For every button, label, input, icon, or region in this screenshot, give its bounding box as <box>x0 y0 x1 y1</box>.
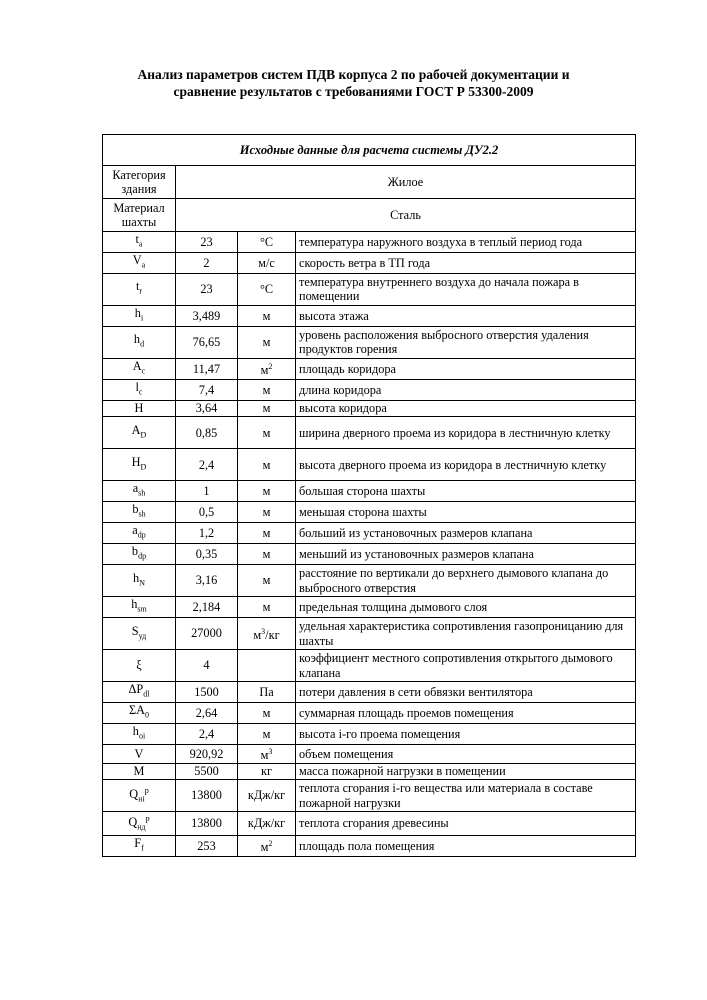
symbol-base: ΣA <box>128 703 146 718</box>
symbol-superscript: р <box>145 814 150 824</box>
parameter-unit <box>238 565 296 597</box>
parameter-description: длина коридора <box>296 379 636 400</box>
symbol-base: t <box>135 232 139 246</box>
parameter-unit <box>238 597 296 618</box>
parameter-symbol <box>103 682 176 703</box>
parameter-description: температура внутреннего воздуха до начала пожара в помещении <box>296 273 636 305</box>
parameter-value: 2,184 <box>176 597 238 618</box>
parameter-unit <box>238 379 296 400</box>
parameter-symbol <box>103 502 176 523</box>
parameter-symbol <box>103 379 176 400</box>
parameter-unit <box>238 326 296 358</box>
parameter-description: высота коридора <box>296 400 636 417</box>
symbol-base: b <box>131 544 139 559</box>
parameter-symbol <box>103 417 176 449</box>
parameter-description: температура наружного воздуха в теплый период года <box>296 232 636 253</box>
table-row <box>103 565 636 597</box>
symbol-base: Q <box>128 815 138 830</box>
unit-base: м <box>262 457 271 472</box>
parameter-value: 76,65 <box>176 326 238 358</box>
parameter-symbol <box>103 763 176 780</box>
parameter-unit <box>238 618 296 650</box>
parameter-value: 27000 <box>176 618 238 650</box>
parameter-value: 920,92 <box>176 744 238 763</box>
symbol-superscript: р <box>144 786 149 796</box>
unit-base: м/с <box>258 255 275 270</box>
parameter-value: 3,16 <box>176 565 238 597</box>
parameter-symbol <box>103 326 176 358</box>
table-caption: Исходные данные для расчета системы ДУ2.2 <box>103 135 636 166</box>
unit-base: м <box>262 484 271 499</box>
symbol-base: A <box>131 422 141 437</box>
symbol-base: V <box>134 746 144 761</box>
parameter-unit <box>238 724 296 745</box>
symbol-subscript: r <box>139 286 143 296</box>
symbol-subscript: sh <box>138 509 146 519</box>
parameter-description: высота этажа <box>296 305 636 326</box>
symbol-subscript: D <box>140 430 147 440</box>
parameter-symbol <box>103 597 176 618</box>
table-row <box>103 502 636 523</box>
symbol-base: t <box>135 279 140 294</box>
unit-superscript: 2 <box>268 362 273 372</box>
parameter-symbol <box>103 650 176 682</box>
symbol-base: a <box>132 481 139 496</box>
unit-tail: /кг <box>265 627 280 642</box>
parameter-symbol <box>103 273 176 305</box>
unit-base: м <box>262 335 271 350</box>
unit-superscript: 2 <box>268 839 273 849</box>
symbol-subscript: oi <box>138 731 146 741</box>
parameter-description: теплота сгорания i-го вещества или материала в составе пожарной нагрузки <box>296 780 636 812</box>
symbol-base: A <box>132 358 142 373</box>
unit-base: м <box>262 726 271 741</box>
parameter-unit <box>238 523 296 544</box>
info-label: Категория здания <box>103 166 176 199</box>
parameter-value: 0,5 <box>176 502 238 523</box>
parameter-value: 2,4 <box>176 724 238 745</box>
table-caption-row <box>103 135 636 166</box>
parameter-description: уровень расположения выбросного отверстия удаления продуктов горения <box>296 326 636 358</box>
parameter-value: 23 <box>176 273 238 305</box>
symbol-base: ξ <box>136 658 142 673</box>
parameter-value: 13800 <box>176 812 238 836</box>
info-row-building-category <box>103 166 636 199</box>
parameter-unit <box>238 763 296 780</box>
document-title-line-2: сравнение результатов с требованиями ГОСТ Р 53300-2009 <box>173 84 534 99</box>
table-row <box>103 780 636 812</box>
unit-base: м <box>262 308 271 323</box>
parameter-value: 2,64 <box>176 703 238 724</box>
parameter-description: теплота сгорания древесины <box>296 812 636 836</box>
table-row <box>103 326 636 358</box>
unit-base: °C <box>259 234 274 249</box>
parameter-symbol <box>103 252 176 273</box>
parameter-symbol <box>103 449 176 481</box>
parameter-symbol <box>103 232 176 253</box>
parameter-unit <box>238 744 296 763</box>
parameter-symbol <box>103 618 176 650</box>
parameter-unit <box>238 358 296 379</box>
table-row <box>103 305 636 326</box>
parameter-description: ширина дверного проема из коридора в лестничную клетку <box>296 417 636 449</box>
symbol-base: F <box>134 836 142 851</box>
parameter-symbol <box>103 744 176 763</box>
parameter-description: скорость ветра в ТП года <box>296 252 636 273</box>
unit-base: м <box>260 748 269 763</box>
table-row <box>103 400 636 417</box>
table-row <box>103 724 636 745</box>
table-row <box>103 763 636 780</box>
symbol-subscript: a <box>138 239 143 249</box>
symbol-subscript: dp <box>137 530 146 540</box>
parameter-value: 1 <box>176 481 238 502</box>
table-row <box>103 273 636 305</box>
table-row <box>103 544 636 565</box>
parameter-unit <box>238 481 296 502</box>
parameter-value: 5500 <box>176 763 238 780</box>
parameter-value: 3,489 <box>176 305 238 326</box>
table-row <box>103 523 636 544</box>
table-row <box>103 618 636 650</box>
parameter-value: 11,47 <box>176 358 238 379</box>
parameter-description: большая сторона шахты <box>296 481 636 502</box>
table-row <box>103 836 636 857</box>
parameter-unit <box>238 544 296 565</box>
parameter-unit <box>238 232 296 253</box>
info-label: Материал шахты <box>103 199 176 232</box>
symbol-subscript: D <box>140 462 147 472</box>
symbol-subscript: c <box>138 387 143 397</box>
parameter-description: масса пожарной нагрузки в помещении <box>296 763 636 780</box>
symbol-subscript: нд <box>137 822 146 832</box>
symbol-subscript: уд <box>138 631 147 641</box>
parameter-unit <box>238 780 296 812</box>
table-row <box>103 744 636 763</box>
table-row <box>103 449 636 481</box>
table-row <box>103 358 636 379</box>
parameter-value: 7,4 <box>176 379 238 400</box>
unit-base: м <box>262 599 271 614</box>
unit-base: м <box>262 401 271 416</box>
table-row <box>103 232 636 253</box>
parameter-description: площадь коридора <box>296 358 636 379</box>
parameter-value: 2 <box>176 252 238 273</box>
parameter-description: меньший из установочных размеров клапана <box>296 544 636 565</box>
parameter-description: удельная характеристика сопротивления газопроницанию для шахты <box>296 618 636 650</box>
symbol-base: h <box>131 597 138 612</box>
symbol-subscript: нi <box>138 794 145 804</box>
source-data-table <box>102 134 636 857</box>
symbol-subscript: 0 <box>145 710 150 720</box>
parameter-value: 253 <box>176 836 238 857</box>
parameter-value: 23 <box>176 232 238 253</box>
parameter-unit <box>238 273 296 305</box>
parameter-description: меньшая сторона шахты <box>296 502 636 523</box>
symbol-base: l <box>135 379 139 394</box>
symbol-base: b <box>132 502 139 517</box>
table-row <box>103 650 636 682</box>
symbol-subscript: sm <box>137 604 147 614</box>
parameter-value: 2,4 <box>176 449 238 481</box>
symbol-subscript: dp <box>138 551 147 561</box>
symbol-base: V <box>132 252 142 267</box>
parameter-symbol <box>103 523 176 544</box>
parameter-symbol <box>103 544 176 565</box>
symbol-base: h <box>132 724 139 739</box>
parameter-description: высота i-го проема помещения <box>296 724 636 745</box>
parameter-unit <box>238 400 296 417</box>
symbol-base: h <box>133 332 141 347</box>
unit-base: кДж/кг <box>247 788 286 803</box>
parameter-symbol <box>103 836 176 857</box>
symbol-subscript: sh <box>138 488 146 498</box>
unit-base: Па <box>259 684 274 699</box>
symbol-subscript: c <box>141 366 146 376</box>
parameter-unit <box>238 502 296 523</box>
info-value: Сталь <box>176 199 636 232</box>
symbol-base: S <box>131 623 139 638</box>
parameter-unit <box>238 836 296 857</box>
table-row <box>103 812 636 836</box>
parameter-value: 1,2 <box>176 523 238 544</box>
parameter-symbol <box>103 780 176 812</box>
parameter-value: 3,64 <box>176 400 238 417</box>
symbol-subscript: d <box>140 339 145 349</box>
info-row-shaft-material <box>103 199 636 232</box>
parameter-symbol <box>103 812 176 836</box>
unit-base: м <box>260 840 269 855</box>
unit-superscript: 3 <box>261 626 266 636</box>
symbol-base: H <box>131 454 141 469</box>
symbol-base: H <box>134 401 144 416</box>
document-title <box>0 66 707 100</box>
parameter-description: потери давления в сети обвязки вентилятора <box>296 682 636 703</box>
parameter-symbol <box>103 724 176 745</box>
parameter-symbol <box>103 481 176 502</box>
parameter-value: 0,35 <box>176 544 238 565</box>
parameter-value: 1500 <box>176 682 238 703</box>
parameter-value: 0,85 <box>176 417 238 449</box>
unit-base: кДж/кг <box>247 816 286 831</box>
symbol-base: a <box>132 523 138 538</box>
symbol-base: ΔP <box>128 682 144 697</box>
symbol-base: M <box>133 764 145 779</box>
parameter-description: расстояние по вертикали до верхнего дымового клапана до выбросного отверстия <box>296 565 636 597</box>
parameter-description: коэффициент местного сопротивления открытого дымового клапана <box>296 650 636 682</box>
symbol-subscript: a <box>141 260 146 270</box>
parameter-description: площадь пола помещения <box>296 836 636 857</box>
unit-base: м <box>253 627 262 642</box>
table-row <box>103 481 636 502</box>
table-row <box>103 703 636 724</box>
unit-base: м <box>262 546 271 561</box>
symbol-subscript: dl <box>143 689 150 699</box>
parameter-unit <box>238 449 296 481</box>
unit-base: м <box>262 425 271 440</box>
parameter-description: объем помещения <box>296 744 636 763</box>
symbol-base: h <box>134 305 141 320</box>
unit-superscript: 3 <box>268 746 273 756</box>
parameter-value: 4 <box>176 650 238 682</box>
unit-base: м <box>262 505 271 520</box>
parameter-symbol <box>103 565 176 597</box>
info-value: Жилое <box>176 166 636 199</box>
parameter-description: больший из установочных размеров клапана <box>296 523 636 544</box>
unit-base: кг <box>260 764 273 779</box>
parameter-unit <box>238 305 296 326</box>
table-row <box>103 417 636 449</box>
parameter-unit <box>238 252 296 273</box>
unit-base: м <box>262 705 271 720</box>
symbol-subscript: i <box>140 313 144 323</box>
parameter-symbol <box>103 358 176 379</box>
parameter-symbol <box>103 703 176 724</box>
table-row <box>103 597 636 618</box>
unit-base: м <box>262 525 271 540</box>
unit-base: м <box>262 573 271 588</box>
parameter-value: 13800 <box>176 780 238 812</box>
unit-base: °C <box>259 282 274 297</box>
table-row <box>103 379 636 400</box>
table-row <box>103 682 636 703</box>
symbol-subscript: N <box>139 578 145 588</box>
document-title-line-1: Анализ параметров систем ПДВ корпуса 2 по рабочей документации и <box>137 67 570 82</box>
unit-base: м <box>260 363 269 378</box>
parameter-unit <box>238 417 296 449</box>
parameter-description: высота дверного проема из коридора в лестничную клетку <box>296 449 636 481</box>
parameter-description: суммарная площадь проемов помещения <box>296 703 636 724</box>
symbol-base: h <box>133 570 140 585</box>
parameter-description: предельная толщина дымового слоя <box>296 597 636 618</box>
unit-base: м <box>262 382 271 397</box>
parameter-unit <box>238 703 296 724</box>
parameter-unit <box>238 650 296 682</box>
symbol-base: Q <box>129 787 139 802</box>
parameter-symbol <box>103 305 176 326</box>
parameter-unit <box>238 812 296 836</box>
parameter-symbol <box>103 400 176 417</box>
parameter-unit <box>238 682 296 703</box>
table-row <box>103 252 636 273</box>
symbol-subscript: f <box>141 843 144 853</box>
